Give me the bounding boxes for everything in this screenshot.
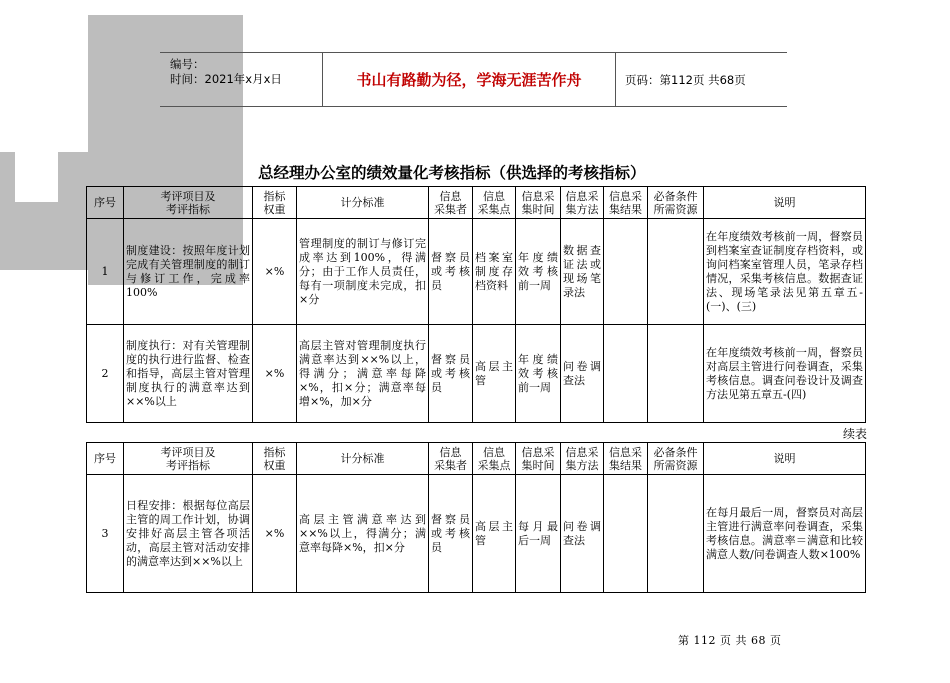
row-number: 3	[87, 475, 124, 593]
description: 在年度绩效考核前一周，督察员到档案室查证制度存档资料，或询问档案室管理人员，笔录存档情况，采集考核信息。数据查证法、现场笔录法见第五章五-(一)、(三)	[704, 219, 866, 325]
column-header: 信息采 集方法	[561, 187, 604, 219]
column-header: 信息采 集结果	[604, 443, 648, 475]
column-header: 序号	[87, 443, 124, 475]
required-resources	[648, 475, 704, 593]
column-header: 信息采 集时间	[516, 187, 561, 219]
column-header: 必备条件 所需资源	[648, 443, 704, 475]
info-result	[604, 325, 648, 423]
description: 在每月最后一周，督察员对高层主管进行满意率问卷调查，采集考核信息。满意率＝满意和比较满意人数/问卷调查人数×100%	[704, 475, 866, 593]
info-method: 数据查证法或现场笔录法	[561, 219, 604, 325]
scoring-standard: 管理制度的制订与修订完成率达到100%，得满分；由于工作人员责任，每有一项制度未完成，扣×分	[297, 219, 429, 325]
column-header: 计分标准	[297, 443, 429, 475]
info-collector: 督察员或考核员	[429, 475, 473, 593]
page-info: 页码：第112页 共68页	[625, 72, 746, 87]
column-header: 计分标准	[297, 187, 429, 219]
table-row	[87, 475, 866, 593]
column-header: 信息 采集者	[429, 187, 473, 219]
column-header: 信息 采集点	[473, 443, 516, 475]
info-collector: 督察员或考核员	[429, 325, 473, 423]
weight: ×%	[253, 325, 297, 423]
document-title: 总经理办公室的绩效量化考核指标（供选择的考核指标）	[258, 164, 646, 182]
date-label: 时间：2021年x月x日	[170, 72, 282, 86]
info-method: 问卷调查法	[561, 475, 604, 593]
column-header: 指标 权重	[253, 443, 297, 475]
required-resources	[648, 325, 704, 423]
row-number: 1	[87, 219, 124, 325]
continued-label: 续表	[843, 427, 868, 441]
column-header: 说明	[704, 187, 866, 219]
info-time: 年度绩效考核前一周	[516, 325, 561, 423]
info-time: 每月最后一周	[516, 475, 561, 593]
kpi-table-continued	[86, 442, 866, 593]
weight: ×%	[253, 219, 297, 325]
description: 在年度绩效考核前一周，督察员对高层主管进行问卷调查，采集考核信息。调查问卷设计及调查方法见第五章五-(四)	[704, 325, 866, 423]
table-header-row	[87, 443, 866, 475]
column-header: 信息采 集时间	[516, 443, 561, 475]
serial-label: 编号：	[170, 57, 205, 71]
info-point: 高层主管	[473, 325, 516, 423]
motto: 书山有路勤为径，学海无涯苦作舟	[322, 53, 616, 106]
info-point: 档案室制度存档资料	[473, 219, 516, 325]
column-header: 信息采 集方法	[561, 443, 604, 475]
kpi-table	[86, 186, 866, 423]
column-header: 信息 采集点	[473, 187, 516, 219]
weight: ×%	[253, 475, 297, 593]
column-header: 信息 采集者	[429, 443, 473, 475]
column-header: 说明	[704, 443, 866, 475]
info-result	[604, 219, 648, 325]
column-header: 信息采 集结果	[604, 187, 648, 219]
table-row	[87, 219, 866, 325]
scoring-standard: 高层主管满意率达到××%以上，得满分；满意率每降×%，扣×分	[297, 475, 429, 593]
table-row	[87, 325, 866, 423]
table-header-row	[87, 187, 866, 219]
page-footer: 第 112 页 共 68 页	[678, 634, 782, 647]
header-box	[160, 52, 787, 107]
column-header: 考评项目及 考评指标	[124, 187, 253, 219]
column-header: 指标 权重	[253, 187, 297, 219]
column-header: 必备条件 所需资源	[648, 187, 704, 219]
info-collector: 督察员或考核员	[429, 219, 473, 325]
column-header: 考评项目及 考评指标	[124, 443, 253, 475]
info-result	[604, 475, 648, 593]
scoring-standard: 高层主管对管理制度执行满意率达到××%以上，得满分；满意率每降×%，扣×分；满意率每增×%，加×分	[297, 325, 429, 423]
info-time: 年度绩效考核前一周	[516, 219, 561, 325]
assessment-item: 制度建设：按照年度计划完成有关管理制度的制订与修订工作，完成率100%	[124, 219, 253, 325]
row-number: 2	[87, 325, 124, 423]
assessment-item: 制度执行：对有关管理制度的执行进行监督、检查和指导，高层主管对管理制度执行的满意率达到××%以上	[124, 325, 253, 423]
column-header: 序号	[87, 187, 124, 219]
assessment-item: 日程安排：根据每位高层主管的周工作计划，协调安排好高层主管各项活动，高层主管对活动安排的满意率达到××%以上	[124, 475, 253, 593]
background-white-square	[15, 152, 58, 202]
info-point: 高层主管	[473, 475, 516, 593]
required-resources	[648, 219, 704, 325]
info-method: 问卷调查法	[561, 325, 604, 423]
header-left	[170, 57, 282, 87]
